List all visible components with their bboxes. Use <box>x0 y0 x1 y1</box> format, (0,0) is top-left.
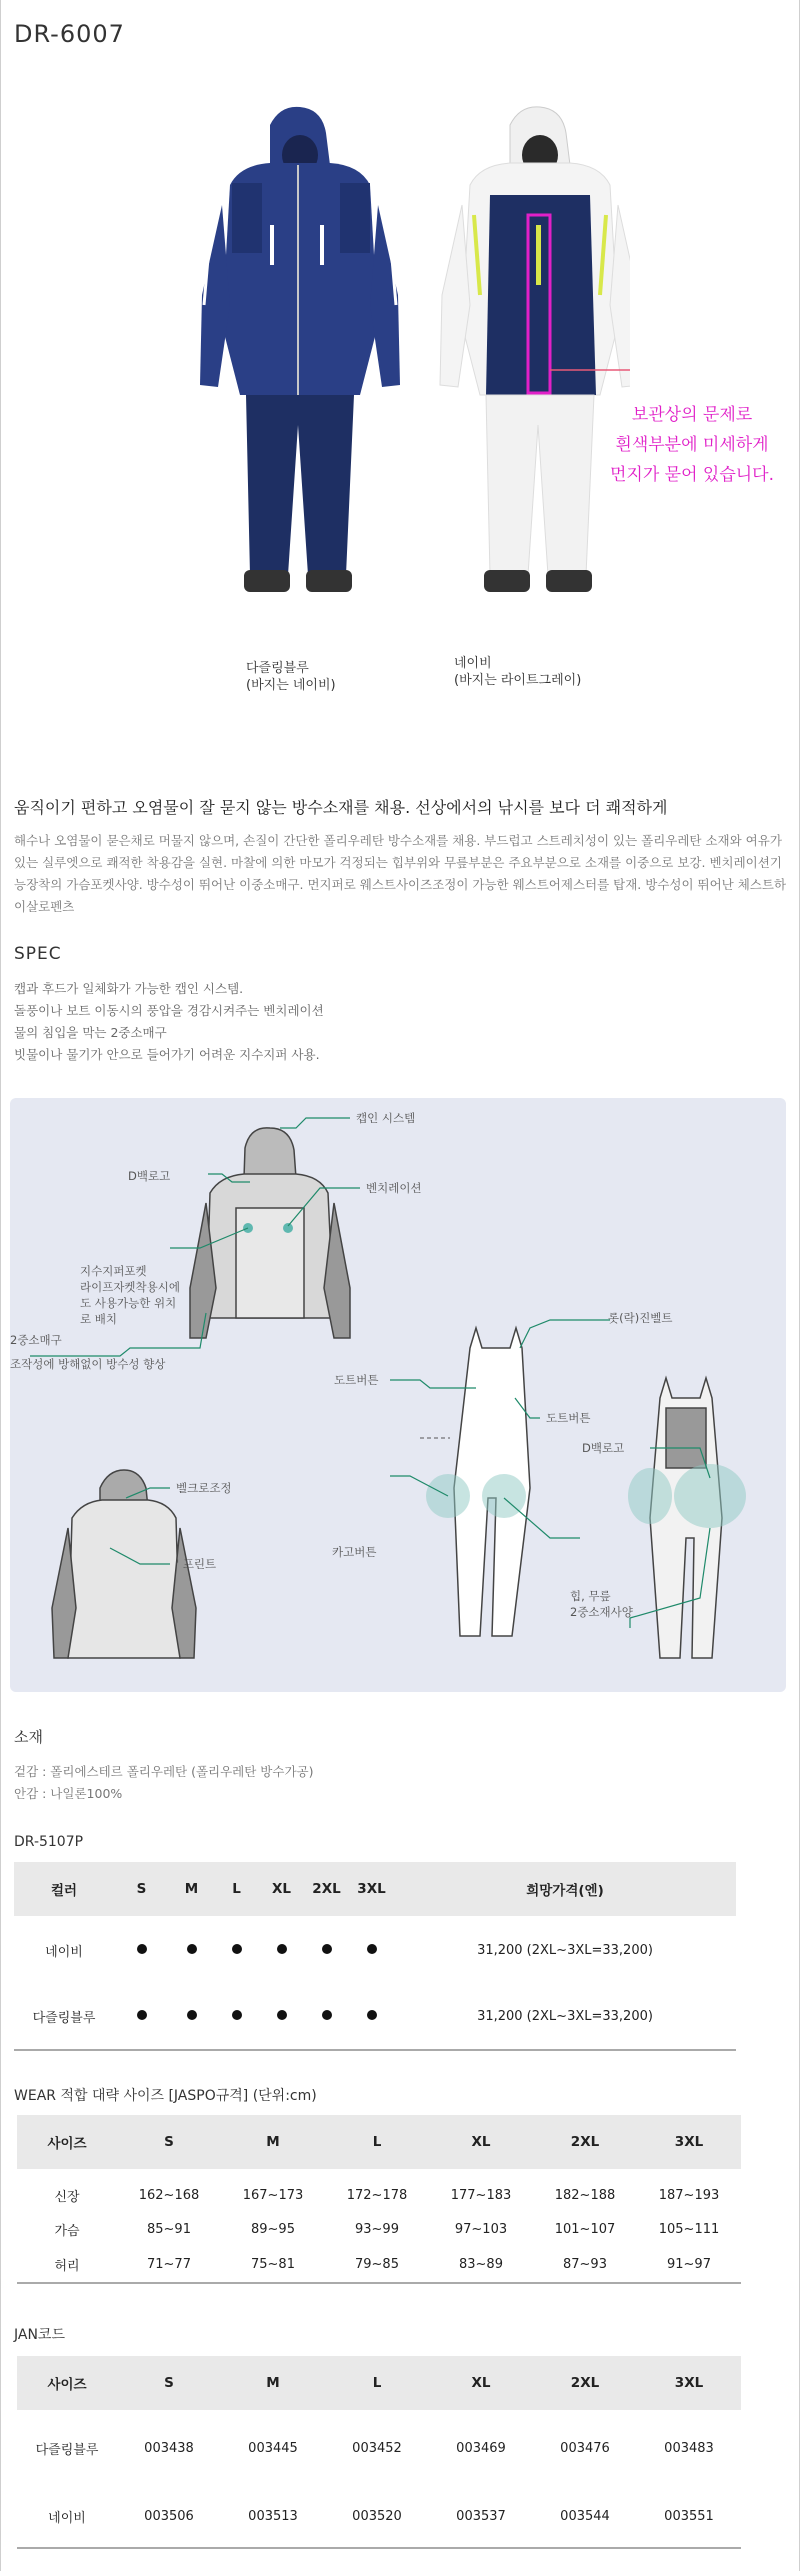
label-cargo-button: 카고버튼 <box>332 1545 377 1559</box>
description: 해수나 오염물이 묻은채로 머물지 않으며, 손질이 간단한 폴리우레탄 방수소재를 채용. 부드럽고 스트레치성이 있는 폴리우레탄 소재와 여유가 있는 실루엣으로 쾌적한 착용감을 실현. 마찰에 의한 마모가 걱정되는 힙부위와 무릎부분은 주요부분으로 소재를 이중으로 보강. 벤치레이션기능장착의 가슴포켓사양. 방수성이 뛰어난 이중소매구. 먼지퍼로 웨스트사이즈조정이 가능한 웨스트어제스터를 탑재. 방수성이 뛰어난 체스트하이살로펜츠 <box>14 833 787 914</box>
spec-list <box>14 978 324 1066</box>
label-dot-button-2: 도트버튼 <box>546 1411 591 1425</box>
table-row: 네이비 31,200 (2XL~3XL=33,200) <box>45 1942 653 1960</box>
table-row: 신장 162~168 167~173 172~178 177~183 182~188 187~193 <box>54 2187 720 2205</box>
available-dot <box>137 1944 147 1954</box>
available-dot <box>187 2010 197 2020</box>
label-hip-knee: 힙, 무릎 2중소재사양 <box>570 1589 633 1619</box>
dazzling-blue-suit <box>200 107 400 592</box>
label-ventilation: 벤치레이션 <box>366 1181 422 1195</box>
material-info: 겉감 : 폴리에스테르 폴리우레탄 (폴리우레탄 방수가공) 안감 : 나일론100% <box>14 1764 314 1801</box>
available-dot <box>187 1944 197 1954</box>
price-table-header: 컬러 S M L XL 2XL 3XL 희망가격(엔) <box>14 1862 736 1916</box>
jan-table <box>17 2356 741 2549</box>
spec-item: 물의 침입을 막는 2중소매구 <box>14 1025 167 1040</box>
navy-suit <box>440 107 630 592</box>
headline: 움직이기 편하고 오염물이 잘 묻지 않는 방수소재를 채용. 선상에서의 낚시를 보다 더 쾌적하게 <box>14 798 668 817</box>
model-number: DR-6007 <box>14 20 125 48</box>
available-dot <box>322 2010 332 2020</box>
label-zip-pocket: 지수지퍼포켓 라이프자켓착용시에 도 사용가능한 위치 로 배치 <box>80 1264 180 1326</box>
size-table-title: WEAR 적합 대략 사이즈 [JASPO규격] (단위:cm) <box>14 2088 317 2104</box>
spec-item: 돌풍이나 보트 이동시의 풍압을 경감시켜주는 벤치레이션 <box>14 1003 324 1018</box>
table-row: 다즐링블루 31,200 (2XL~3XL=33,200) <box>14 1984 736 2050</box>
caption-dazzling-blue: 다즐링블루 (바지는 네이비) <box>246 661 336 693</box>
label-cap-in-system: 캡인 시스템 <box>356 1111 416 1125</box>
available-dot <box>277 1944 287 1954</box>
label-d-back-logo-2: D백로고 <box>582 1441 625 1455</box>
available-dot <box>277 2010 287 2020</box>
label-rubber-belt: 롯(락)진벨트 <box>608 1311 673 1325</box>
jan-table-header: 사이즈 S M L XL 2XL 3XL <box>17 2356 741 2410</box>
table-row: 다즐링블루 003438 003445 003452 003469 003476 003483 <box>35 2440 714 2458</box>
available-dot <box>367 2010 377 2020</box>
available-dot <box>232 2010 242 2020</box>
available-dot <box>367 1944 377 1954</box>
size-table-header: 사이즈 S M L XL 2XL 3XL <box>17 2115 741 2169</box>
spec-item: 캡과 후드가 일체화가 가능한 캡인 시스템. <box>14 981 244 996</box>
table-row: 네이비 003506 003513 003520 003537 003544 003551 <box>17 2486 741 2548</box>
available-dot <box>322 1944 332 1954</box>
product-photo <box>170 95 630 635</box>
spec-item: 빗물이나 물기가 안으로 들어가기 어려운 지수지퍼 사용. <box>14 1047 320 1062</box>
feature-diagram <box>10 1098 786 1692</box>
table-row: 허리 71~77 75~81 79~85 83~89 87~93 91~97 <box>17 2247 741 2283</box>
label-double-sleeve: 2중소매구 조작성에 방해없이 방수성 향상 <box>10 1333 166 1371</box>
available-dot <box>137 2010 147 2020</box>
material-title: 소재 <box>14 1728 43 1746</box>
caption-navy: 네이비 (바지는 라이트그레이) <box>454 656 582 688</box>
label-front-print: ' 프린트 <box>176 1557 217 1571</box>
size-table <box>17 2115 741 2284</box>
available-dot <box>232 1944 242 1954</box>
table-row: 가슴 85~91 89~95 93~99 97~103 101~107 105~111 <box>54 2221 720 2239</box>
label-dot-button-1: 도트버튼 <box>334 1373 379 1387</box>
price-table-title: DR-5107P <box>14 1834 84 1850</box>
spec-title: SPEC <box>14 944 62 964</box>
label-velcro-adjust: 벨크로조정 <box>176 1481 232 1495</box>
storage-notice: 보관상의 문제로 흰색부분에 미세하게 먼지가 묻어 있습니다. <box>609 405 774 485</box>
price-table <box>14 1862 736 2051</box>
jan-table-title: JAN코드 <box>14 2327 65 2343</box>
label-d-back-logo: D백로고 <box>128 1169 171 1183</box>
